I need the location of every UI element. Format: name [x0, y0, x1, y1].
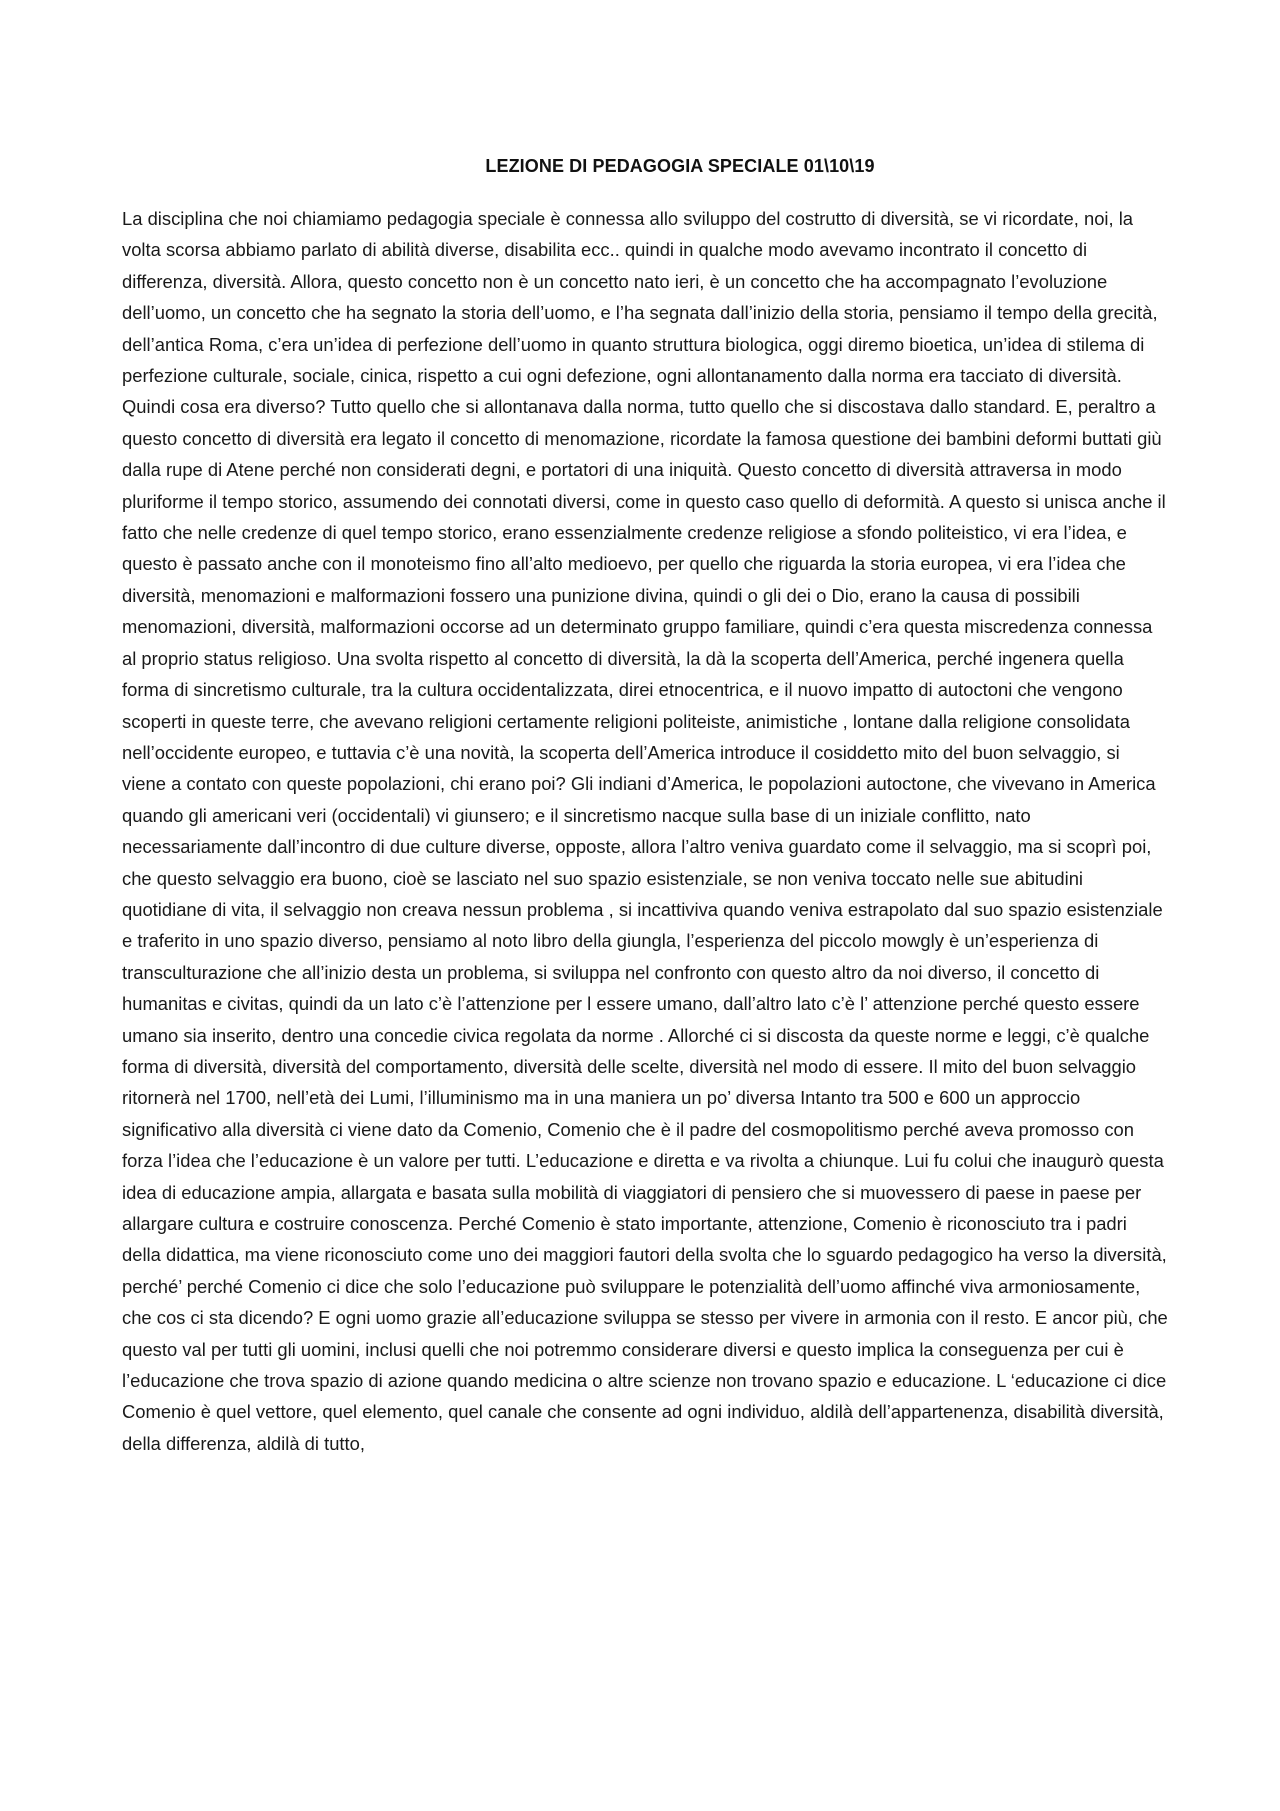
- document-title: LEZIONE DI PEDAGOGIA SPECIALE 01\10\19: [485, 156, 875, 176]
- document-body-paragraph: La disciplina che noi chiamiamo pedagogia speciale è connessa allo sviluppo del costrutto di diversità, se vi ricordate, noi, la volta scorsa abbiamo parlato di abilità diverse, disabilita ecc.. quindi in qualche modo avevamo incontrato il concetto di differenza, diversità. Allora, questo concetto non è un concetto nato ieri, è un concetto che ha accompagnato l’evoluzione dell’uomo, un concetto che ha segnato la storia dell’uomo, e l’ha segnata dall’inizio della storia, pensiamo il tempo della grecità, dell’antica Roma, c’era un’idea di perfezione dell’uomo in quanto struttura biologica, oggi diremo bioetica, un’idea di stilema di perfezione culturale, sociale, cinica, rispetto a cui ogni defezione, ogni allontanamento dalla norma era tacciato di diversità. Quindi cosa era diverso? Tutto quello che si allontanava dalla norma, tutto quello che si discostava dallo standard. E, peraltro a questo concetto di diversità era legato il concetto di menomazione, ricordate la famosa questione dei bambini deformi buttati giù dalla rupe di Atene perché non considerati degni, e portatori di una iniquità. Questo concetto di diversità attraversa in modo pluriforme il tempo storico, assumendo dei connotati diversi, come in questo caso quello di deformità. A questo si unisca anche il fatto che nelle credenze di quel tempo storico, erano essenzialmente credenze religiose a sfondo politeistico, vi era l’idea, e questo è passato anche con il monoteismo fino all’alto medioevo, per quello che riguarda la storia europea, vi era l’idea che diversità, menomazioni e malformazioni fossero una punizione divina, quindi o gli dei o Dio, erano la causa di possibili menomazioni, diversità, malformazioni occorse ad un determinato gruppo familiare, quindi c’era questa miscredenza connessa al proprio status religioso. Una svolta rispetto al concetto di diversità, la dà la scoperta dell’America, perché ingenera quella forma di sincretismo culturale, tra la cultura occidentalizzata, direi etnocentrica, e il nuovo impatto di autoctoni che vengono scoperti in queste terre, che avevano religioni certamente religioni politeiste, animistiche , lontane dalla religione consolidata nell’occidente europeo, e tuttavia c’è una novità, la scoperta dell’America introduce il cosiddetto mito del buon selvaggio, si viene a contato con queste popolazioni, chi erano poi? Gli indiani d’America, le popolazioni autoctone, che vivevano in America quando gli americani veri (occidentali) vi giunsero; e il sincretismo nacque sulla base di un iniziale conflitto, nato necessariamente dall’incontro di due culture diverse, opposte, allora l’altro veniva guardato come il selvaggio, ma si scoprì poi, che questo selvaggio era buono, cioè se lasciato nel suo spazio esistenziale, se non veniva toccato nelle sue abitudini quotidiane di vita, il selvaggio non creava nessun problema , si incattiviva quando veniva estrapolato dal suo spazio esistenziale e traferito in uno spazio diverso, pensiamo al noto libro della giungla, l’esperienza del piccolo mowgly è un’esperienza di transculturazione che all’inizio desta un problema, si sviluppa nel confronto con questo altro da noi diverso, il concetto di humanitas e civitas, quindi da un lato c’è l’attenzione per l essere umano, dall’altro lato c’è l’ attenzione perché questo essere umano sia inserito, dentro una concedie civica regolata da norme . Allorché ci si discosta da queste norme e leggi, c’è qualche forma di diversità, diversità del comportamento, diversità delle scelte, diversità nel modo di essere. Il mito del buon selvaggio ritornerà nel 1700, nell’età dei Lumi, l’illuminismo ma in una maniera un po’ diversa Intanto tra 500 e 600 un approccio significativo alla diversità ci viene dato da Comenio, Comenio che è il padre del cosmopolitismo perché aveva promosso con forza l’idea che l’educazione è un valore per tutti. L’educazione e diretta e va rivolta a chiunque. Lui fu colui che inaugurò questa idea di educazione ampia, allargata e basata sulla mobilità di viaggiatori di pensiero che si muovessero di paese in paese per allargare cultura e costruire conoscenza. Perché Comenio è stato importante, attenzione, Comenio è riconosciuto tra i padri della didattica, ma viene riconosciuto come uno dei maggiori fautori della svolta che lo sguardo pedagogico ha verso la diversità, perché’ perché Comenio ci dice che solo l’educazione può sviluppare le potenzialità dell’uomo affinché viva armoniosamente, che cos ci sta dicendo? E ogni uomo grazie all’educazione sviluppa se stesso per vivere in armonia con il resto. E ancor più, che questo val per tutti gli uomini, inclusi quelli che noi potremmo considerare diversi e questo implica la conseguenza per cui è l’educazione che trova spazio di azione quando medicina o altre scienze non trovano spazio e educazione. L ‘educazione ci dice Comenio è quel vettore, quel elemento, quel canale che consente ad ogni individuo, aldilà dell’appartenenza, disabilità diversità, della differenza, aldilà di tutto,: [122, 208, 1168, 1454]
